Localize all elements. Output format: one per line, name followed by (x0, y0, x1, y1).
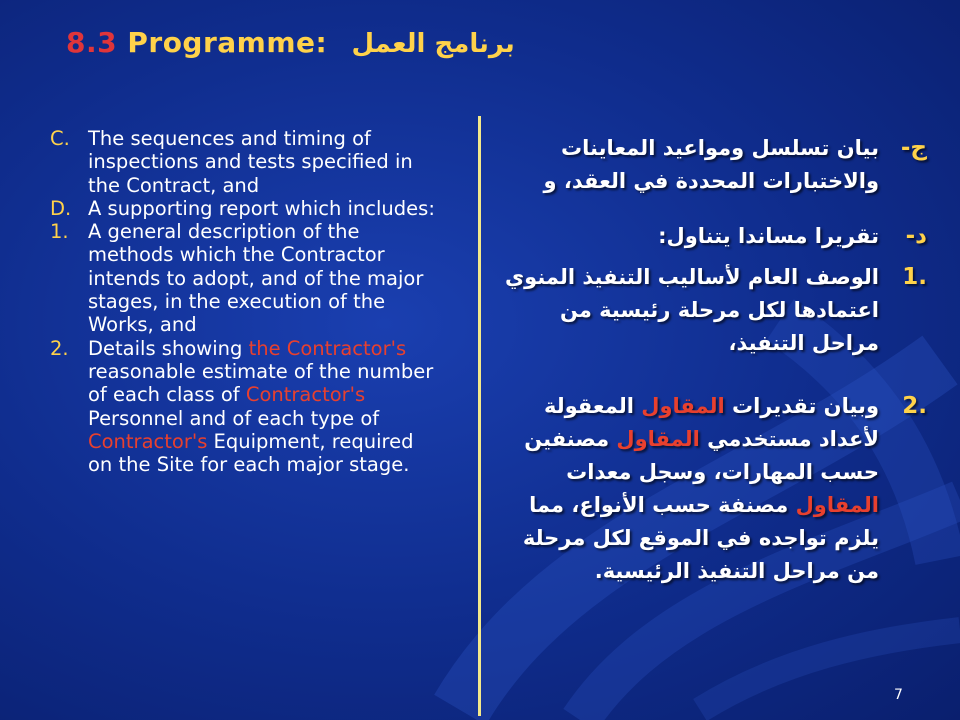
list-item (50, 337, 440, 477)
section-number: 8.3 (66, 26, 118, 59)
section-label: Programme: (127, 26, 328, 59)
list-text: A general description of the methods which the Contractor intends to adopt, and of the major stages, in the execution of the Works, and (88, 220, 424, 337)
list-item (495, 220, 927, 253)
list-text: تقريرا مساندا يتناول: (658, 224, 879, 248)
text-run: Personnel and of each type of (88, 406, 380, 430)
text-run: مصنفة حسب الأنواع، مما يلزم تواجده في الموقع لكل مرحلة من مراحل التنفيذ الرئيسية. (522, 493, 879, 583)
english-column (50, 127, 440, 476)
highlighted-term: المقاول (641, 394, 725, 418)
list-item (50, 127, 440, 197)
section-label-arabic: برنامج العمل (351, 29, 515, 59)
list-text (88, 337, 440, 477)
list-item (50, 197, 440, 220)
highlighted-term: المقاول (616, 427, 700, 451)
text-run: Details showing (88, 336, 249, 360)
list-item (495, 390, 927, 588)
list-text: بيان تسلسل ومواعيد المعاينات والاختبارات المحددة في العقد، و (543, 136, 879, 193)
page-number: 7 (894, 687, 903, 703)
list-marker: ج- (900, 135, 927, 161)
text-run: reasonable estimate of the number of each class of (88, 359, 434, 407)
list-item (50, 220, 440, 336)
list-text (495, 390, 879, 588)
slide-title (66, 26, 515, 59)
list-text: The sequences and timing of inspections and tests specified in the Contract, and (88, 127, 413, 197)
list-item (495, 132, 927, 198)
highlighted-term: Contractor's (88, 429, 208, 453)
list-text: الوصف العام لأساليب التنفيذ المنوي اعتمادها لكل مرحلة رئيسية من مراحل التنفيذ، (504, 265, 879, 355)
arabic-column (495, 132, 927, 588)
list-marker: 2. (50, 336, 69, 360)
highlighted-term: المقاول (795, 493, 879, 517)
text-run: مصنفين حسب المهارات، وسجل معدات (524, 427, 879, 484)
list-marker: C. (50, 127, 70, 150)
list-marker: .1 (902, 264, 927, 290)
list-marker: D. (50, 196, 72, 220)
list-marker: د- (905, 223, 927, 249)
highlighted-term: the Contractor's (248, 336, 407, 360)
text-run: Equipment, required on the Site for each major stage. (88, 429, 414, 477)
text-run: المعقولة لأعداد مستخدمي (544, 394, 879, 451)
list-item (495, 261, 927, 360)
text-run: وبيان تقديرات (724, 394, 879, 418)
column-divider (478, 116, 481, 716)
list-marker: 1. (50, 220, 69, 244)
list-marker: .2 (902, 393, 927, 419)
list-text: A supporting report which includes: (88, 196, 435, 220)
highlighted-term: Contractor's (245, 383, 366, 407)
